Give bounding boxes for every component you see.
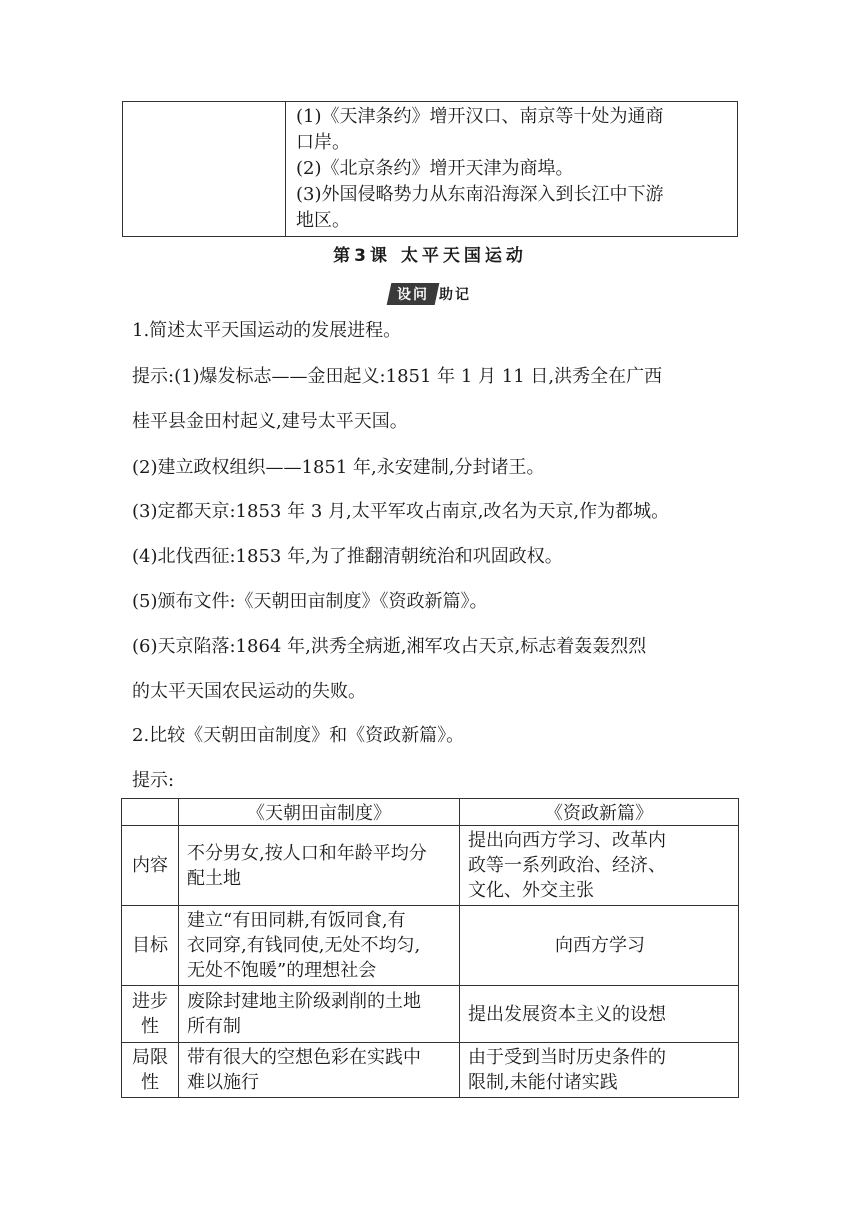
- cell-line: (2)《北京条约》增开天津为商埠。: [296, 158, 574, 179]
- cell-line: 地区。: [296, 210, 350, 231]
- table-row: [122, 986, 739, 1043]
- header-cell-tianchao: 《天朝田亩制度》: [179, 799, 460, 826]
- question-1: 1.简述太平天国运动的发展进程。: [132, 320, 402, 341]
- section-badge: [0, 283, 860, 305]
- table-row: [122, 1043, 739, 1098]
- table-cell: 提出发展资本主义的设想: [460, 986, 739, 1043]
- answer-line: 桂平县金田村起义,建号太平天国。: [132, 411, 408, 432]
- table-cell: 提出向西方学习、改革内 政等一系列政治、经济、 文化、外交主张: [460, 826, 739, 906]
- answer-line: 的太平天国农民运动的失败。: [132, 681, 366, 702]
- table-row: [123, 102, 738, 237]
- table-cell: 向西方学习: [460, 906, 739, 986]
- answer-line: (2)建立政权组织——1851 年,永安建制,分封诸王。: [132, 457, 545, 478]
- hint-label: 提示:: [132, 770, 175, 791]
- row-label: 内容: [122, 826, 179, 906]
- table-row: [122, 826, 739, 906]
- answer-line: (4)北伐西征:1853 年,为了推翻清朝统治和巩固政权。: [132, 546, 563, 567]
- row-label: 目标: [122, 906, 179, 986]
- cell-line: 口岸。: [296, 132, 350, 153]
- table-cell: 由于受到当时历史条件的 限制,未能付诸实践: [460, 1043, 739, 1098]
- answer-line: 提示:(1)爆发标志——金田起义:1851 年 1 月 11 日,洪秀全在广西: [132, 366, 663, 387]
- answer-line: (5)颁布文件:《天朝田亩制度》《资政新篇》。: [132, 591, 488, 612]
- badge-plain: 助记: [439, 287, 471, 303]
- empty-cell: [123, 102, 286, 237]
- answer-line: (3)定都天京:1853 年 3 月,太平军攻占南京,改名为天京,作为都城。: [132, 501, 670, 522]
- table-cell: 建立“有田同耕,有饭同食,有 衣同穿,有钱同使,无处不均匀, 无处不饱暖”的理想社会: [179, 906, 460, 986]
- table-header-row: [122, 799, 739, 826]
- table-cell: 带有很大的空想色彩在实践中 难以施行: [179, 1043, 460, 1098]
- header-cell-zizheng: 《资政新篇》: [460, 799, 739, 826]
- table-cell: 不分男女,按人口和年龄平均分 配土地: [179, 826, 460, 906]
- row-label: 局限 性: [122, 1043, 179, 1098]
- row-label: 进步 性: [122, 986, 179, 1043]
- treaty-cell: [286, 102, 738, 237]
- badge-dark: 设问: [387, 283, 440, 305]
- table-row: [122, 906, 739, 986]
- top-table: [122, 101, 738, 237]
- table-cell: 废除封建地主阶级剥削的土地 所有制: [179, 986, 460, 1043]
- lesson-title: 第3课 太平天国运动: [333, 246, 527, 266]
- question-2: 2.比较《天朝田亩制度》和《资政新篇》。: [132, 725, 465, 746]
- header-cell-empty: [122, 799, 179, 826]
- comparison-table: [121, 798, 739, 1098]
- cell-line: (1)《天津条约》增开汉口、南京等十处为通商: [296, 106, 664, 127]
- answer-line: (6)天京陷落:1864 年,洪秀全病逝,湘军攻占天京,标志着轰轰烈烈: [132, 636, 647, 657]
- cell-line: (3)外国侵略势力从东南沿海深入到长江中下游: [296, 184, 664, 205]
